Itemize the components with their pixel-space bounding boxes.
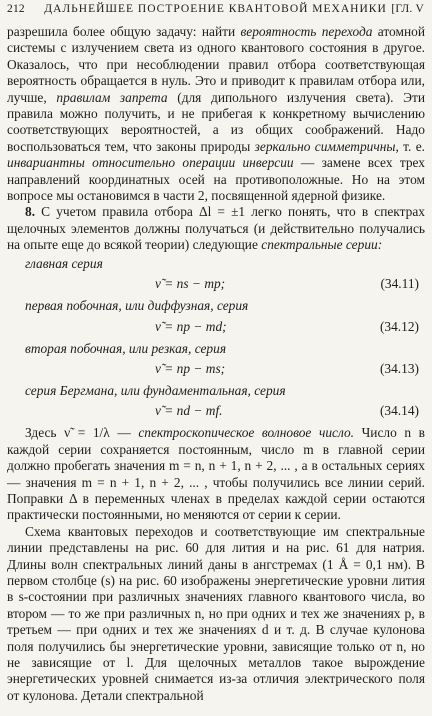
formula-diffuse-series: [7, 318, 425, 338]
chapter-label: [ГЛ. V: [391, 3, 424, 15]
paragraph-section-8: 8. С учетом правила отбора Δl = ±1 легко понять, что в спектрах щелочных элементов должны получаться (и действительно получались на опыте еще до всякой теории) следующие спектральные серии:: [7, 204, 425, 253]
paragraph-wavenumber: Здесь ν̃ = 1/λ — спектроскопическое волновое число. Число n в каждой серии сохраняется постоянным, число m в главной серии должно пробегать значения m = n, n + 1, n + 2, ... , а в остальных сериях — значения m = n + 1, n + 2, ... , чтобы получились все линии серий. Поправки Δ в переменных членах в пределах каждой серии остаются практически постоянными, но меняются от серии к серии.: [7, 425, 425, 523]
equation-number: (34.14): [379, 403, 419, 419]
formula-expression: ν̃ = nd − mf.: [155, 403, 223, 419]
series-heading-bergmann: серия Бергмана, или фундаментальная, серия: [25, 382, 286, 398]
series-heading-sharp: вторая побочная, или резкая, серия: [25, 340, 227, 356]
equation-number: (34.11): [380, 276, 419, 292]
series-heading-principal: главная серия: [25, 255, 103, 271]
formula-principal-series: [7, 275, 425, 295]
body-text: [7, 24, 425, 704]
paragraph-selection-rules: разрешила более общую задачу: найти вероятность перехода атомной системы с излучением света из одного квантового состояния в другое. Оказалось, что при несоблюдении правил отбора соответствующая вероятность обращается в нуль. Это и приводит к правилам отбора или, лучше, правилам запрета (для дипольного излучения света). Эти правила можно получить, и не прибегая к конкретному вычислению соответствующих вероятностей, а из общих соображений. Надо воспользоваться тем, что законы природы зеркально симметричны, т. е. инвариантны относительно операции инверсии — замене всех трех направлений координатных осей на противоположные. Но на этом вопросе мы остановимся в части 2, посвященной ядерной физике.: [7, 24, 426, 204]
formula-expression: ν̃ = np − ms;: [155, 360, 226, 376]
running-title: ДАЛЬНЕЙШЕЕ ПОСТРОЕНИЕ КВАНТОВОЙ МЕХАНИКИ: [44, 3, 387, 15]
page-number: 212: [7, 3, 25, 15]
equation-number: (34.13): [379, 360, 419, 376]
formula-sharp-series: [7, 360, 425, 380]
running-header: [7, 3, 424, 19]
series-heading-diffuse: первая побочная, или диффузная, серия: [25, 298, 249, 314]
formula-expression: ν̃ = ns − mp;: [155, 276, 226, 292]
formula-expression: ν̃ = np − md;: [155, 318, 227, 334]
paragraph-transition-scheme: Схема квантовых переходов и соответствующие им спектральные линии представлены на рис. 60 для лития и на рис. 61 для натрия. Длины волн спектральных линий даны в ангстремах (1 Å = 0,1 нм). В первом столбце (s) на рис. 60 изображены энергетические уровни лития в s-состоянии при различных значениях главного квантового числа, во втором — то же при различных n, но при одних и тех же значениях p, в третьем — при одних и тех же значениях d и т. д. В случае кулонова поля получились бы энергетические уровни, зависящие только от n, но не зависящие от l. Для щелочных металлов такое вырождение энергетических уровней снимается из-за отличия электрического поля от кулонова. Детали спектральной: [7, 523, 425, 703]
formula-bergmann-series: [7, 402, 425, 422]
equation-number: (34.12): [379, 318, 419, 334]
